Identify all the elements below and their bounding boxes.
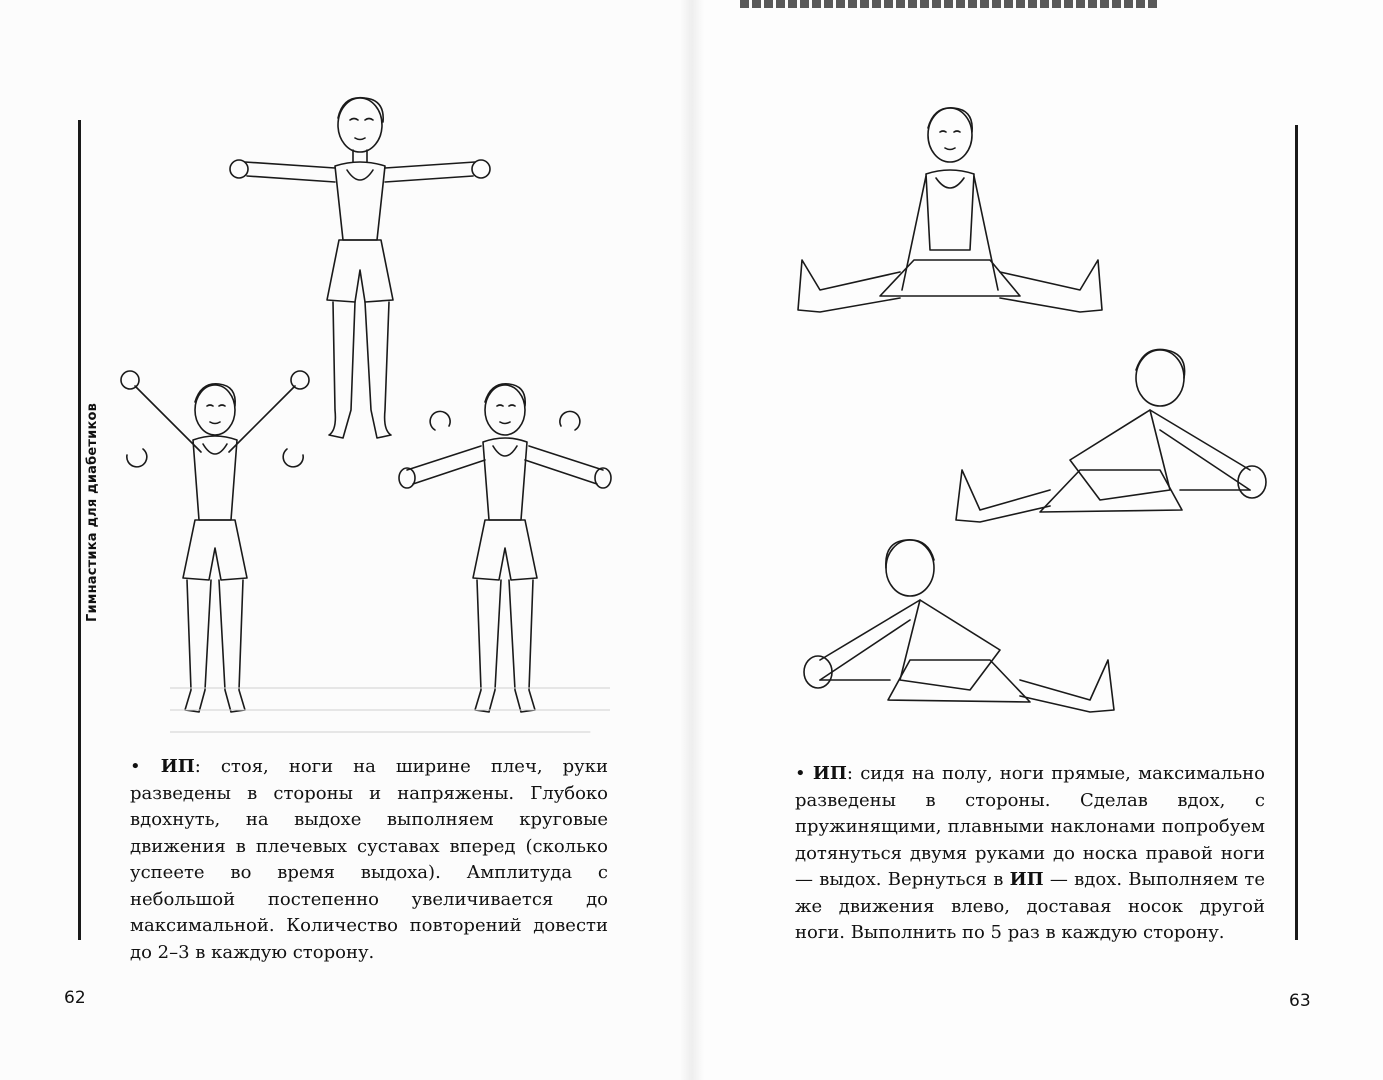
figure-seated-bend-right bbox=[950, 340, 1280, 540]
figure-arms-raised-rotation bbox=[115, 370, 315, 730]
paragraph-text-2: — вдох. Выполняем те же движения влево, доставая носок другой ноги. Выполнить по 5 раз в каждую сторону. bbox=[795, 869, 1265, 943]
figure-seated-straddle-upright bbox=[790, 100, 1140, 330]
page-number-left: 62 bbox=[64, 988, 86, 1008]
book-gutter bbox=[680, 0, 704, 1080]
figure-seated-bend-left bbox=[800, 530, 1130, 730]
page-number-right: 63 bbox=[1289, 991, 1311, 1011]
bullet: • bbox=[795, 763, 806, 784]
figure-arms-down-rotation bbox=[395, 370, 615, 730]
paragraph-text: : стоя, ноги на ширине плеч, руки разведены в стороны и напряжены. Глубоко вдохнуть, на выдохе выполняем круговые движения в плечевых суставах вперед (сколько успеете во время выдоха). Амплитуда с небольшой постепенно увеличивается до максимальной. Количество повторений довести до 2–3 в каждую сторону. bbox=[130, 756, 608, 963]
label-ip: ИП bbox=[160, 756, 195, 777]
paragraph-text-1: : сидя на полу, ноги прямые, максимально разведены в стороны. Сделав вдох, с пружинящими, плавными наклонами попробуем дотянуться двумя руками до носка правой ноги — выдох. Вернуться в bbox=[795, 763, 1266, 890]
label-ip-2: ИП bbox=[1009, 869, 1044, 890]
left-paragraph bbox=[130, 754, 608, 966]
label-ip: ИП bbox=[812, 763, 847, 784]
bleed-through-text bbox=[170, 680, 610, 750]
right-side-rule bbox=[1295, 125, 1298, 940]
right-paragraph bbox=[795, 761, 1265, 947]
bullet: • bbox=[130, 756, 141, 777]
left-side-rule bbox=[78, 120, 81, 940]
running-header-cut bbox=[740, 0, 1160, 8]
side-title: Гимнастика для диабетиков bbox=[85, 402, 100, 622]
